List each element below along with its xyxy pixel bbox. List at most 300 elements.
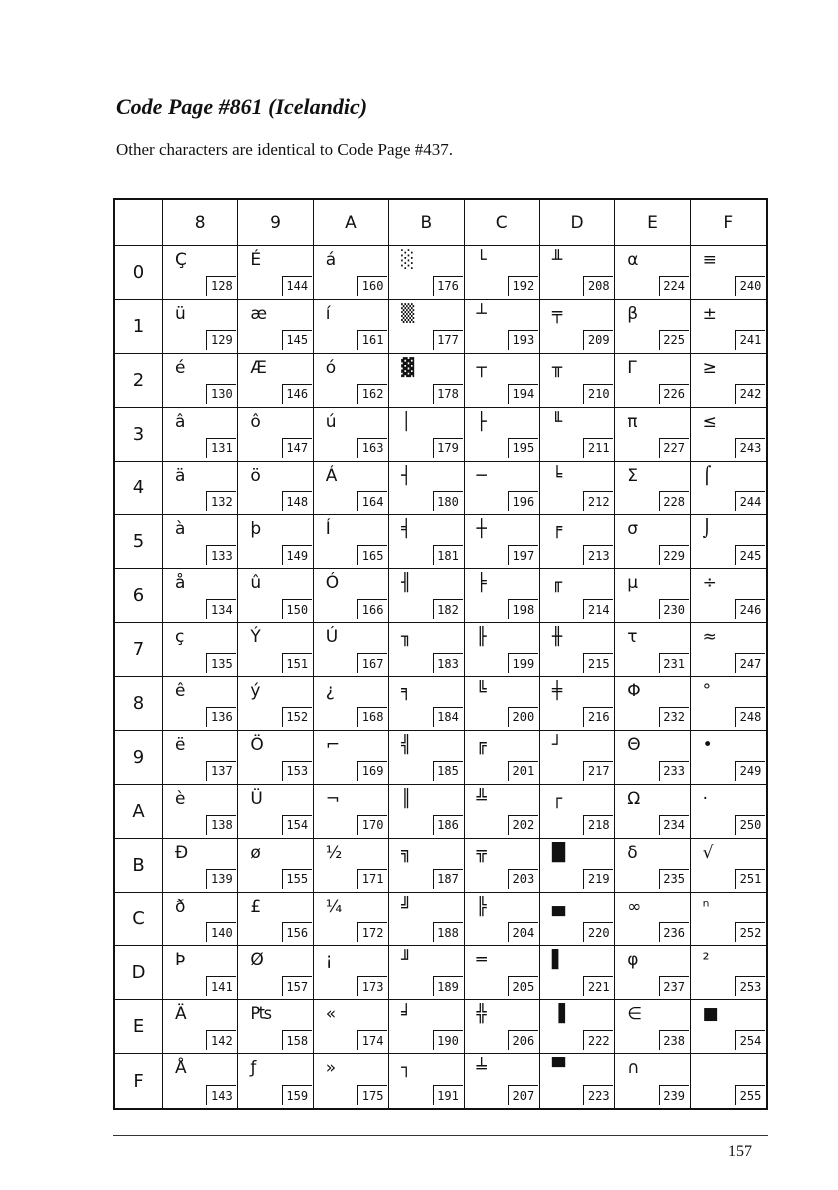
char-cell [238, 1000, 313, 1054]
char-glyph: ê [175, 681, 186, 701]
char-cell [465, 623, 540, 677]
char-code: 203 [508, 869, 538, 889]
char-cell [389, 408, 464, 462]
char-glyph: ⁿ [702, 896, 710, 917]
char-glyph: ▄ [551, 896, 565, 917]
char-cell [238, 785, 313, 839]
char-code: 134 [206, 599, 236, 619]
char-code: 219 [583, 869, 613, 889]
char-code: 160 [357, 276, 387, 296]
char-cell [465, 731, 540, 785]
char-cell [465, 839, 540, 893]
char-cell [314, 462, 389, 516]
char-glyph: ⌐ [325, 734, 340, 755]
char-code: 184 [433, 707, 463, 727]
char-glyph: ═ [476, 950, 487, 971]
char-glyph: ø [250, 842, 261, 863]
char-glyph: ╞ [476, 573, 487, 594]
char-code: 150 [282, 599, 312, 619]
char-cell [465, 462, 540, 516]
row-header: 9 [115, 731, 163, 785]
char-cell [389, 1000, 464, 1054]
char-glyph: ╪ [551, 681, 563, 701]
char-code: 169 [357, 761, 387, 781]
char-cell [615, 946, 690, 1000]
char-glyph: Ú [325, 627, 339, 648]
char-glyph: ý [250, 681, 261, 701]
char-glyph: ² [702, 950, 710, 971]
char-code: 213 [583, 545, 613, 565]
char-cell [163, 677, 238, 731]
char-code: 236 [659, 922, 689, 942]
char-glyph: Þ [175, 950, 186, 971]
char-glyph: ▐ [551, 1004, 565, 1025]
char-cell [238, 677, 313, 731]
char-code: 133 [206, 545, 236, 565]
char-glyph: ╒ [551, 519, 563, 540]
char-glyph: ô [250, 411, 261, 432]
char-glyph: ¼ [325, 896, 343, 917]
char-code: 247 [735, 653, 765, 673]
char-glyph: ┤ [401, 465, 412, 486]
char-code: 228 [659, 491, 689, 511]
char-code: 252 [735, 922, 765, 942]
char-code: 206 [508, 1030, 538, 1050]
char-code: 156 [282, 922, 312, 942]
char-glyph: ≡ [702, 250, 717, 270]
char-cell [163, 731, 238, 785]
column-header: B [389, 200, 464, 246]
char-glyph: Ý [250, 627, 261, 648]
char-cell [389, 1054, 464, 1108]
char-cell [691, 1054, 766, 1108]
char-glyph: ╣ [401, 734, 412, 755]
char-code: 180 [433, 491, 463, 511]
char-cell [163, 785, 238, 839]
char-cell [691, 1000, 766, 1054]
char-glyph: è [175, 788, 186, 809]
char-code: 201 [508, 761, 538, 781]
char-code: 255 [735, 1085, 765, 1105]
char-glyph: √ [702, 842, 714, 863]
char-code: 185 [433, 761, 463, 781]
char-glyph: æ [250, 303, 268, 324]
page-number: 157 [728, 1143, 752, 1160]
char-code: 199 [508, 653, 538, 673]
char-code: 241 [735, 330, 765, 350]
char-code: 197 [508, 545, 538, 565]
char-glyph: ¡ [325, 950, 333, 971]
char-glyph: ╘ [551, 465, 563, 486]
char-code: 142 [206, 1030, 236, 1050]
char-glyph: ç [175, 627, 185, 648]
char-code: 218 [583, 815, 613, 835]
char-code: 152 [282, 707, 312, 727]
char-glyph: ╩ [476, 788, 487, 809]
char-glyph: Á [325, 465, 338, 486]
char-glyph: ╨ [551, 250, 563, 270]
char-code: 144 [282, 276, 312, 296]
row-header: E [115, 1000, 163, 1054]
char-glyph: É [250, 250, 262, 270]
char-code: 200 [508, 707, 538, 727]
char-cell [163, 569, 238, 623]
char-code: 246 [735, 599, 765, 619]
char-glyph: ₧ [250, 1004, 273, 1025]
column-header: C [465, 200, 540, 246]
char-glyph: • [702, 734, 713, 755]
char-glyph: Σ [627, 465, 638, 486]
char-code: 154 [282, 815, 312, 835]
char-cell [615, 300, 690, 354]
char-glyph: δ [627, 842, 638, 863]
char-cell [540, 515, 615, 569]
char-code: 183 [433, 653, 463, 673]
char-cell [691, 246, 766, 300]
char-code: 250 [735, 815, 765, 835]
char-glyph: └ [476, 250, 487, 270]
char-code: 235 [659, 869, 689, 889]
char-cell [163, 893, 238, 947]
char-cell [238, 839, 313, 893]
char-code: 146 [282, 384, 312, 404]
char-code: 238 [659, 1030, 689, 1050]
char-glyph: Í [325, 519, 331, 540]
char-glyph: ⌠ [702, 465, 712, 486]
char-glyph: ó [325, 357, 337, 378]
char-code: 174 [357, 1030, 387, 1050]
char-cell [238, 462, 313, 516]
char-glyph: é [175, 357, 186, 378]
char-code: 138 [206, 815, 236, 835]
char-code: 135 [206, 653, 236, 673]
char-code: 190 [433, 1030, 463, 1050]
char-glyph: ∩ [627, 1058, 640, 1079]
char-cell [540, 354, 615, 408]
char-code: 171 [357, 869, 387, 889]
char-cell [465, 946, 540, 1000]
char-code: 132 [206, 491, 236, 511]
char-glyph: ╠ [476, 896, 487, 917]
char-code: 237 [659, 976, 689, 996]
row-header: 1 [115, 300, 163, 354]
char-cell [314, 246, 389, 300]
column-header: 9 [238, 200, 313, 246]
char-glyph: ╜ [401, 950, 412, 971]
char-code: 140 [206, 922, 236, 942]
code-page-table [113, 198, 768, 1110]
char-code: 208 [583, 276, 613, 296]
char-cell [615, 623, 690, 677]
char-cell [540, 946, 615, 1000]
char-cell [691, 408, 766, 462]
char-code: 214 [583, 599, 613, 619]
char-glyph: ├ [476, 411, 487, 432]
char-glyph: ─ [476, 465, 487, 486]
char-code: 143 [206, 1085, 236, 1105]
char-code: 157 [282, 976, 312, 996]
char-code: 164 [357, 491, 387, 511]
row-header: 7 [115, 623, 163, 677]
char-code: 186 [433, 815, 463, 835]
char-cell [465, 1000, 540, 1054]
char-cell [615, 1054, 690, 1108]
char-glyph: ╝ [401, 896, 412, 917]
char-cell [163, 408, 238, 462]
char-glyph: ╦ [476, 842, 487, 863]
char-code: 181 [433, 545, 463, 565]
char-code: 192 [508, 276, 538, 296]
char-code: 148 [282, 491, 312, 511]
char-cell [314, 300, 389, 354]
char-cell [691, 785, 766, 839]
char-cell [465, 515, 540, 569]
char-cell [540, 408, 615, 462]
char-cell [389, 462, 464, 516]
char-glyph: ú [325, 411, 337, 432]
char-cell [465, 569, 540, 623]
char-cell [314, 623, 389, 677]
char-cell [163, 946, 238, 1000]
char-glyph: £ [250, 896, 262, 917]
char-cell [615, 677, 690, 731]
char-code: 130 [206, 384, 236, 404]
char-glyph: ▓ [401, 357, 415, 378]
char-glyph: ╫ [551, 627, 563, 648]
char-code: 145 [282, 330, 312, 350]
char-cell [465, 408, 540, 462]
char-cell [314, 1054, 389, 1108]
char-code: 243 [735, 438, 765, 458]
char-glyph: ▌ [551, 950, 565, 971]
char-code: 226 [659, 384, 689, 404]
char-code: 172 [357, 922, 387, 942]
char-cell [615, 785, 690, 839]
char-cell [314, 839, 389, 893]
char-cell [691, 569, 766, 623]
char-cell [389, 569, 464, 623]
char-cell [314, 515, 389, 569]
char-code: 170 [357, 815, 387, 835]
char-code: 225 [659, 330, 689, 350]
column-header: D [540, 200, 615, 246]
char-glyph: ╖ [401, 627, 412, 648]
char-glyph: à [175, 519, 186, 540]
char-glyph: ╚ [476, 681, 487, 701]
char-glyph: ü [175, 303, 186, 324]
char-code: 230 [659, 599, 689, 619]
char-glyph: « [325, 1004, 337, 1025]
char-code: 244 [735, 491, 765, 511]
char-code: 204 [508, 922, 538, 942]
char-code: 137 [206, 761, 236, 781]
char-cell [389, 623, 464, 677]
char-glyph: ≤ [702, 411, 717, 432]
char-cell [238, 354, 313, 408]
char-glyph: í [325, 303, 331, 324]
char-cell [163, 354, 238, 408]
char-cell [163, 515, 238, 569]
char-code: 245 [735, 545, 765, 565]
char-cell [238, 515, 313, 569]
char-glyph: ö [250, 465, 261, 486]
char-code: 167 [357, 653, 387, 673]
char-glyph: Φ [627, 681, 641, 701]
char-cell [540, 623, 615, 677]
char-code: 194 [508, 384, 538, 404]
char-code: 202 [508, 815, 538, 835]
char-glyph: ä [175, 465, 186, 486]
char-glyph: þ [250, 519, 262, 540]
char-cell [540, 677, 615, 731]
char-code: 215 [583, 653, 613, 673]
char-glyph: û [250, 573, 262, 594]
char-glyph: Ç [175, 250, 187, 270]
table-corner [115, 200, 163, 246]
char-cell [314, 677, 389, 731]
char-code: 198 [508, 599, 538, 619]
char-cell [540, 785, 615, 839]
char-code: 249 [735, 761, 765, 781]
char-code: 195 [508, 438, 538, 458]
char-code: 178 [433, 384, 463, 404]
char-glyph: Æ [250, 357, 267, 378]
char-code: 179 [433, 438, 463, 458]
char-glyph: ╡ [401, 519, 412, 540]
char-glyph: ƒ [250, 1058, 257, 1079]
char-cell [691, 946, 766, 1000]
char-glyph: ╬ [476, 1004, 487, 1025]
char-cell [314, 946, 389, 1000]
char-code: 175 [357, 1085, 387, 1105]
char-code: 229 [659, 545, 689, 565]
char-cell [314, 1000, 389, 1054]
char-cell [615, 569, 690, 623]
char-glyph: å [175, 573, 186, 594]
row-header: C [115, 893, 163, 947]
char-glyph: ║ [401, 788, 412, 809]
char-code: 151 [282, 653, 312, 673]
char-code: 165 [357, 545, 387, 565]
row-header: 0 [115, 246, 163, 300]
char-code: 173 [357, 976, 387, 996]
char-glyph: ° [702, 681, 712, 701]
row-header: F [115, 1054, 163, 1108]
char-code: 182 [433, 599, 463, 619]
char-cell [238, 623, 313, 677]
char-cell [615, 1000, 690, 1054]
footer-rule [113, 1135, 768, 1136]
char-code: 147 [282, 438, 312, 458]
char-code: 254 [735, 1030, 765, 1050]
char-code: 139 [206, 869, 236, 889]
char-cell [691, 462, 766, 516]
char-cell [691, 623, 766, 677]
char-cell [314, 731, 389, 785]
char-cell [163, 300, 238, 354]
char-code: 223 [583, 1085, 613, 1105]
char-glyph: ë [175, 734, 186, 755]
char-cell [238, 946, 313, 1000]
char-cell [540, 246, 615, 300]
char-code: 234 [659, 815, 689, 835]
row-header: A [115, 785, 163, 839]
char-code: 222 [583, 1030, 613, 1050]
char-cell [465, 785, 540, 839]
char-cell [465, 677, 540, 731]
char-code: 158 [282, 1030, 312, 1050]
char-glyph: ¬ [325, 788, 340, 809]
char-glyph: â [175, 411, 186, 432]
char-code: 129 [206, 330, 236, 350]
char-cell [540, 300, 615, 354]
char-glyph: Ð [175, 842, 189, 863]
char-glyph: ┴ [476, 303, 487, 324]
char-glyph: β [627, 303, 639, 324]
char-cell [238, 246, 313, 300]
char-cell [540, 1000, 615, 1054]
char-cell [540, 462, 615, 516]
char-glyph: ╙ [551, 411, 563, 432]
char-cell [389, 300, 464, 354]
char-code: 166 [357, 599, 387, 619]
char-cell [615, 731, 690, 785]
char-code: 232 [659, 707, 689, 727]
char-glyph: ■ [702, 1004, 719, 1025]
char-cell [615, 515, 690, 569]
char-glyph: ╤ [551, 303, 563, 324]
char-code: 177 [433, 330, 463, 350]
char-glyph: ╥ [551, 357, 563, 378]
char-glyph: Θ [627, 734, 641, 755]
row-header: 6 [115, 569, 163, 623]
char-cell [691, 300, 766, 354]
char-glyph: Ø [250, 950, 264, 971]
row-header: 8 [115, 677, 163, 731]
char-glyph: σ [627, 519, 639, 540]
char-cell [389, 515, 464, 569]
char-cell [314, 569, 389, 623]
char-cell [540, 1054, 615, 1108]
row-header: 3 [115, 408, 163, 462]
char-glyph: ¿ [325, 681, 335, 701]
char-glyph: ░ [401, 250, 415, 270]
char-glyph: ┘ [551, 734, 563, 755]
char-code: 162 [357, 384, 387, 404]
char-cell [540, 731, 615, 785]
char-code: 205 [508, 976, 538, 996]
row-header: D [115, 946, 163, 1000]
char-code: 168 [357, 707, 387, 727]
char-cell [238, 300, 313, 354]
char-cell [615, 839, 690, 893]
char-cell [389, 946, 464, 1000]
char-cell [615, 408, 690, 462]
char-cell [691, 515, 766, 569]
char-code: 240 [735, 276, 765, 296]
char-cell [163, 839, 238, 893]
char-code: 128 [206, 276, 236, 296]
char-code: 233 [659, 761, 689, 781]
char-cell [163, 462, 238, 516]
char-code: 253 [735, 976, 765, 996]
char-glyph: π [627, 411, 638, 432]
char-glyph: Å [175, 1058, 187, 1079]
char-code: 131 [206, 438, 236, 458]
char-cell [389, 246, 464, 300]
char-glyph: ⌡ [702, 519, 712, 540]
char-cell [238, 731, 313, 785]
